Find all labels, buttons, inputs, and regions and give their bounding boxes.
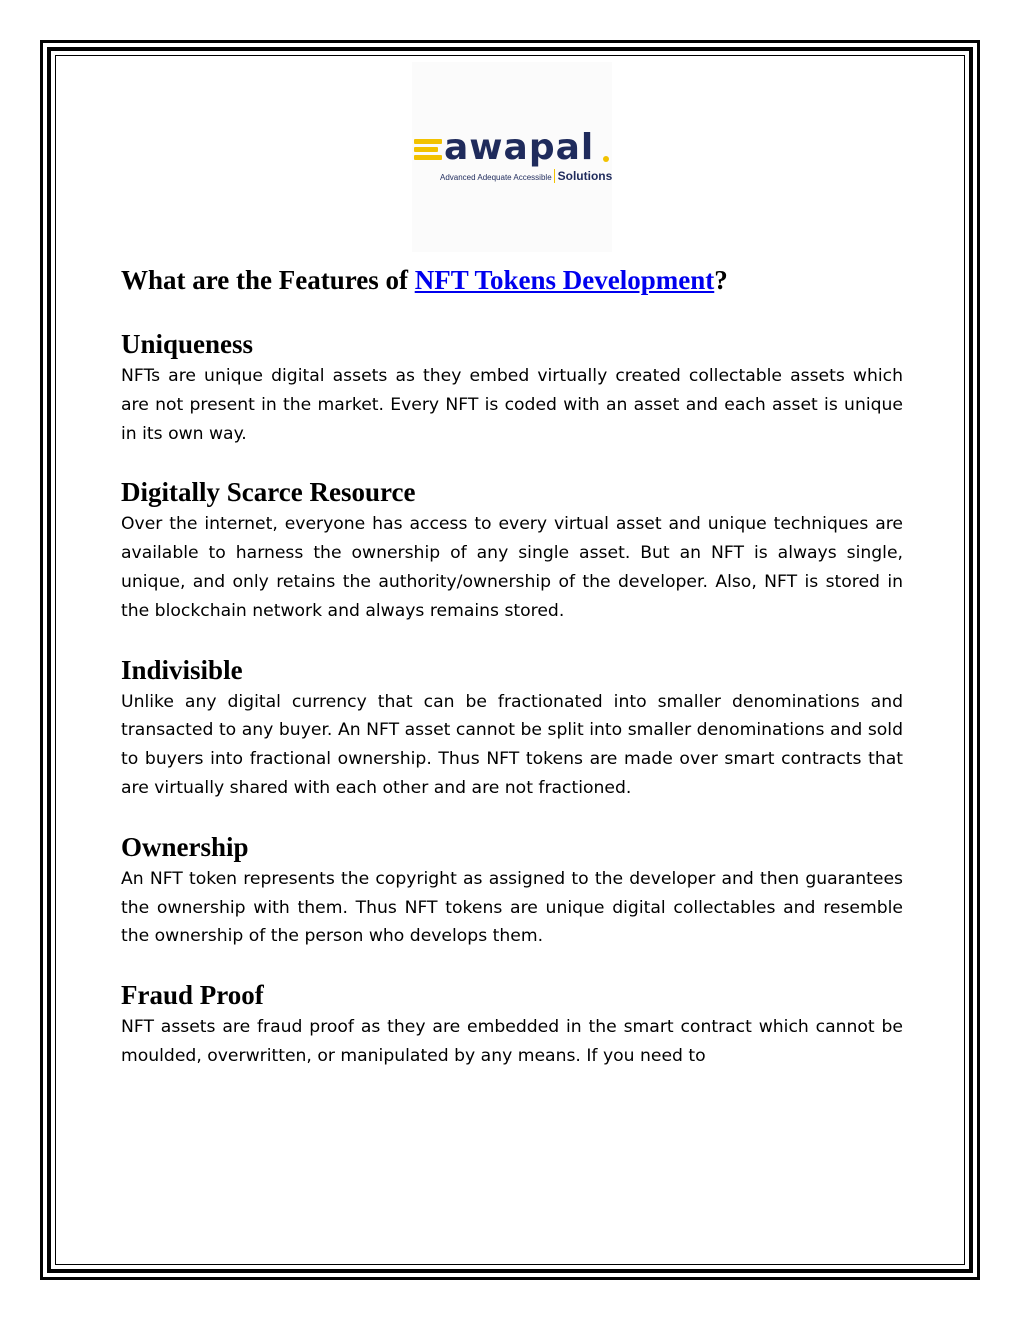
section-heading: Fraud Proof [121, 980, 264, 1011]
section-indivisible [121, 652, 903, 803]
section-fraud-proof [121, 977, 903, 1071]
section-body: An NFT token represents the copyright as assigned to the developer and then guarantees the ownership with them. Thus NFT tokens are unique digital collectables and resemble the ownership of the person who develops them. [121, 868, 903, 947]
logo-bars-icon [414, 139, 444, 163]
title-suffix: ? [714, 265, 728, 295]
logo-wordmark: awapal [444, 127, 595, 168]
section-ownership [121, 829, 903, 951]
page-title [121, 262, 903, 298]
logo-solutions: Solutions [554, 169, 613, 183]
section-body: Unlike any digital currency that can be fractionated into smaller denominations and transacted to any buyer. An NFT asset cannot be split into smaller denominations and sold to buyers into fractional ownership. Thus NFT tokens are made over smart contracts that are virtually shared with each other and are not fractioned. [121, 691, 903, 798]
nft-development-link[interactable]: NFT Tokens Development [414, 265, 715, 295]
logo-tagline-text: Advanced Adequate Accessible [440, 173, 552, 182]
section-body: NFT assets are fraud proof as they are embedded in the smart contract which cannot be moulded, overwritten, or manipulated by any means. If you need to [121, 1017, 903, 1066]
logo-tagline [440, 170, 612, 184]
section-uniqueness [121, 326, 903, 448]
section-digitally-scarce-resource [121, 474, 903, 625]
section-heading: Uniqueness [121, 329, 254, 359]
section-body: NFTs are unique digital assets as they embed virtually created collectable assets which are not present in the market. Every NFT is coded with an asset and each asset is unique in its own way. [121, 366, 903, 444]
section-heading: Digitally Scarce Resource [121, 477, 416, 508]
title-prefix: What are the Features of [121, 265, 415, 295]
logo-dot-icon [603, 156, 609, 162]
awapal-logo [412, 62, 612, 252]
section-heading: Indivisible [121, 654, 243, 685]
document-body [121, 262, 903, 1071]
section-body: Over the internet, everyone has access to every virtual asset and unique techniques are available to harness the ownership of any single asset. But an NFT is always single, unique, and only retains the authority/ownership of the developer. Also, NFT is stored in the blockchain network and always remains stored. [121, 514, 903, 621]
section-heading: Ownership [121, 831, 249, 862]
